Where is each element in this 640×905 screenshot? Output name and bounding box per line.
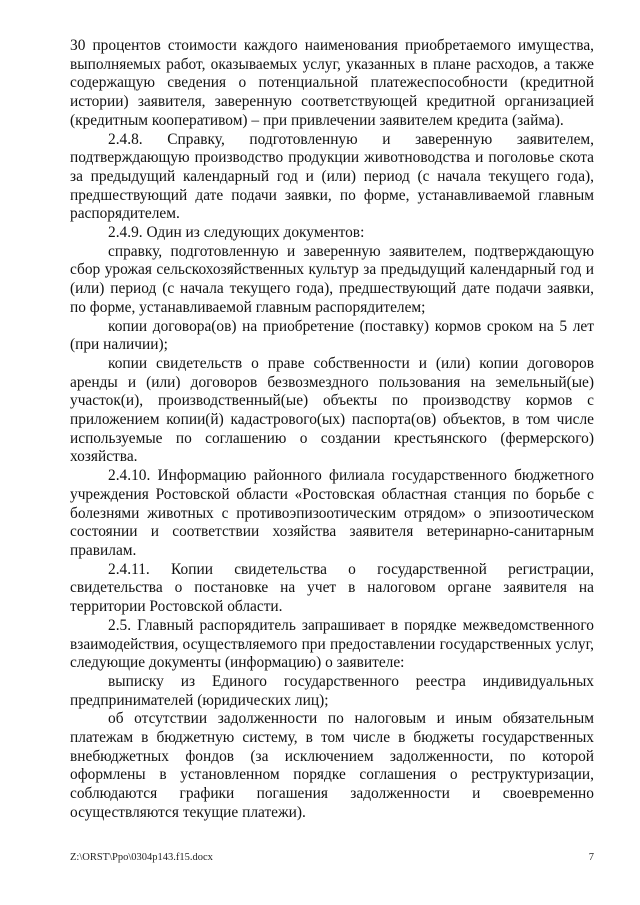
paragraph-registry-extract: выписку из Единого государственного реестра индивидуальных предпринимателей (юридических лиц);: [70, 672, 594, 709]
paragraph-ownership-certificates: копии свидетельств о праве собственности и (или) копии договоров аренды и (или) договоров безвозмездного пользования на земельный(ые) участок(и), производственный(ые) объекты по производству кормов с приложением копии(й) кадастрового(ых) паспорта(ов) объектов, в том числе используемые по соглашению о создании крестьянского (фермерского) хозяйства.: [70, 354, 594, 466]
paragraph-2-4-8: 2.4.8. Справку, подготовленную и заверенную заявителем, подтверждающую производство продукции животноводства и поголовье скота за предыдущий календарный год и (или) период (с начала текущего года), предшествующий дате подачи заявки, по форме, устанавливаемой главным распорядителем.: [70, 130, 594, 223]
document-body: [70, 37, 594, 823]
paragraph-no-debt: об отсутствии задолженности по налоговым и иным обязательным платежам в бюджетную систему, в том числе в бюджеты государственных внебюджетных фондов (за исключением задолженности, по которой оформлены в установленном порядке соглашения о реструктуризации, соблюдаются графики погашения задолженности и своевременно осуществляются текущие платежи).: [70, 710, 594, 821]
paragraph-feed-contracts: копии договора(ов) на приобретение (поставку) кормов сроком на 5 лет (при наличии);: [70, 317, 594, 354]
paragraph-harvest-certificate: справку, подготовленную и заверенную заявителем, подтверждающую сбор урожая сельскохозяйственных культур за предыдущий календарный год и (или) период (с начала текущего года), предшествующий дате подачи заявки, по форме, устанавливаемой главным распорядителем;: [70, 242, 594, 316]
paragraph-continuation: 30 процентов стоимости каждого наименования приобретаемого имущества, выполняемых работ, оказываемых услуг, указанных в плане расходов, а также содержащую сведения о потенциальной платежеспособности (кредитной истории) заявителя, заверенную соответствующей кредитной организацией (кредитным кооперативом) – при привлечении заявителем кредита (займа).: [70, 37, 594, 129]
footer-file-path: Z:\ORST\Ppo\0304p143.f15.docx: [70, 852, 213, 863]
paragraph-2-5: 2.5. Главный распорядитель запрашивает в порядке межведомственного взаимодействия, осуществляемого при предоставлении государственных услуг, следующие документы (информацию) о заявителе:: [70, 616, 594, 672]
page-number: 7: [588, 852, 594, 863]
paragraph-2-4-9: 2.4.9. Один из следующих документов:: [108, 224, 365, 242]
paragraph-2-4-10: 2.4.10. Информацию районного филиала государственного бюджетного учреждения Ростовской области «Ростовская областная станция по борьбе с болезнями животных с противоэпизоотическим отрядом» о эпизоотическом состоянии и соответствии хозяйства заявителя ветеринарно-санитарным правилам.: [70, 467, 594, 559]
paragraph-2-4-11: 2.4.11. Копии свидетельства о государственной регистрации, свидетельства о постановке на учет в налоговом органе заявителя на территории Ростовской области.: [70, 560, 594, 616]
